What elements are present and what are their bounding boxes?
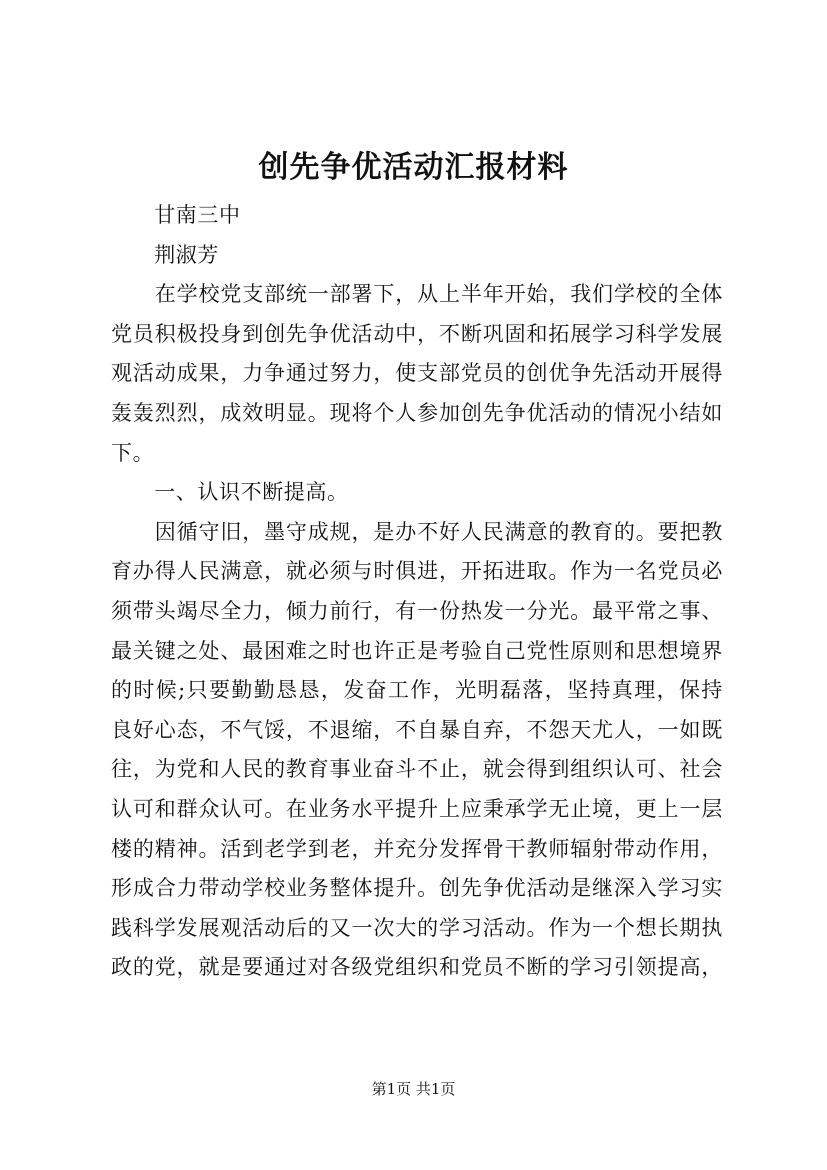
document-title: 创先争优活动汇报材料 [258,150,569,185]
body-line: 楼的精神。活到老学到老，并充分发挥骨干教师辐射带动作用， [111,836,723,861]
body-line: 的时候;只要勤勤恳恳，发奋工作，光明磊落，坚持真理，保持 [111,678,723,703]
author-school: 甘南三中 [111,203,241,227]
body-line: 认可和群众认可。在业务水平提升上应秉承学无止境，更上一层 [111,796,723,821]
body-line: 观活动成果，力争通过努力，使支部党员的创优争先活动开展得 [111,361,723,386]
body-line: 形成合力带动学校业务整体提升。创先争优活动是继深入学习实 [111,876,723,901]
page-footer: 第1页 共1页 [371,1080,456,1098]
body-line: 因循守旧，墨守成规，是办不好人民满意的教育的。要把教 [111,519,723,544]
body-line: 在学校党支部统一部署下，从上半年开始，我们学校的全体 [111,282,723,307]
body-line: 良好心态，不气馁，不退缩，不自暴自弃，不怨天尤人，一如既 [111,717,723,742]
body-line: 育办得人民满意，就必须与时俱进，开拓进取。作为一名党员必 [111,559,723,584]
body-line: 党员积极投身到创先争优活动中，不断巩固和拓展学习科学发展 [111,321,723,346]
section-heading: 一、认识不断提高。 [111,480,349,505]
body-line: 下。 [111,440,155,465]
body-line: 轰轰烈烈，成效明显。现将个人参加创先争优活动的情况小结如 [111,400,723,425]
body-line: 最关键之处、最困难之时也许正是考验自己党性原则和思想境界 [111,638,723,663]
body-line: 政的党，就是要通过对各级党组织和党员不断的学习引领提高， [111,955,723,980]
author-name: 荆淑芳 [111,242,219,267]
document-body [111,196,723,988]
body-line: 往，为党和人民的教育事业奋斗不止，就会得到组织认可、社会 [111,757,723,782]
body-line: 践科学发展观活动后的又一次大的学习活动。作为一个想长期执 [111,915,723,940]
body-line: 须带头竭尽全力，倾力前行，有一份热发一分光。最平常之事、 [111,598,723,623]
